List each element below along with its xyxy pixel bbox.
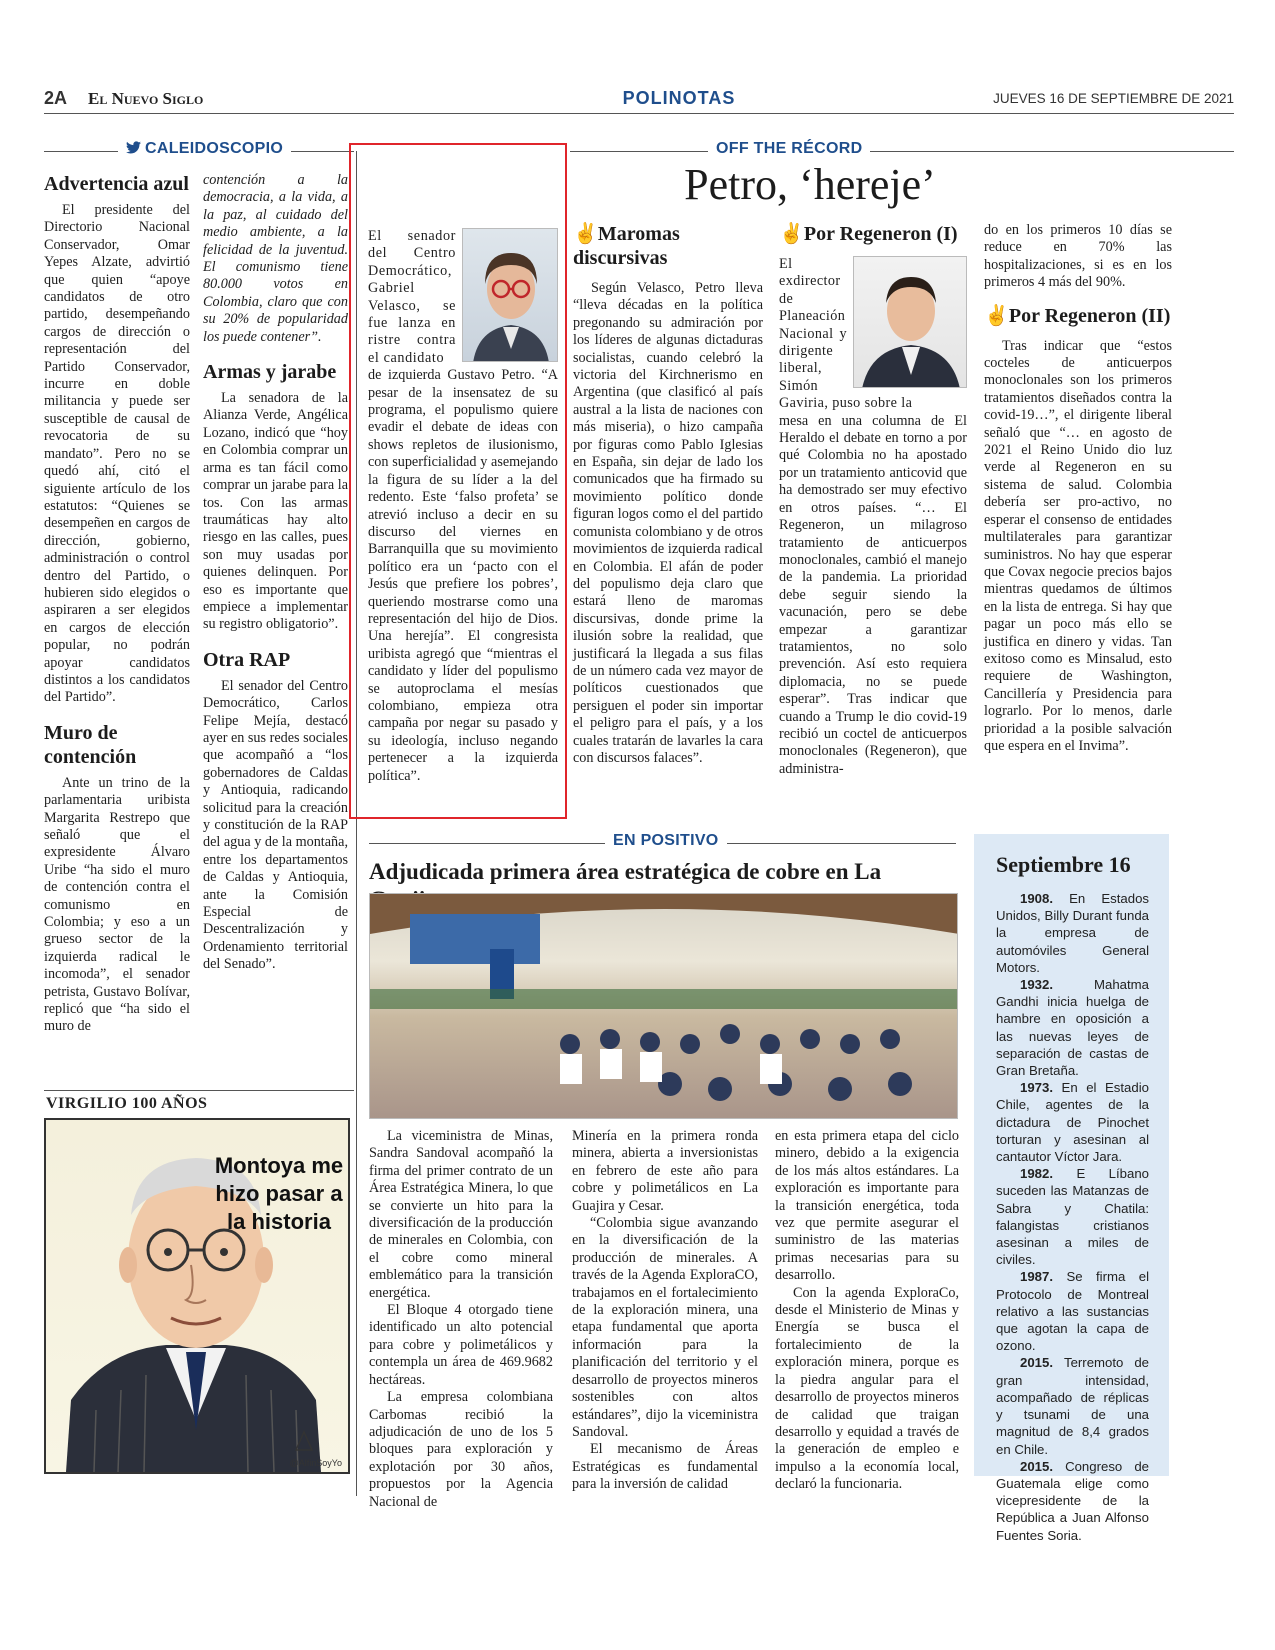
enpositivo-col2 (572, 1128, 758, 1494)
header-rule (44, 113, 1234, 114)
portrait-illustration (463, 229, 558, 362)
enpositivo-p1: La viceministra de Minas, Sandra Sandoval acompañó la firma del primer contrato de un Área Estratégica Minera, lo que se convierte un hito para la diversificación de la producción de minerales en Colombia, con el cobre como mineral emblemático para la transición energética. (369, 1128, 553, 1301)
enpositivo-body1 (369, 1128, 553, 1511)
caleidoscopio-label-wrap (118, 140, 291, 158)
maromas-column (573, 222, 763, 767)
efemeride-text: En Estados Unidos, Billy Durant funda la empresa de automóviles General Motors. (996, 891, 1149, 975)
regeneron1-title-text: Por Regeneron (I) (803, 223, 958, 245)
victory-hand-icon: ✌ (984, 304, 1009, 327)
virgilio-title: VIRGILIO 100 AÑOS (46, 1095, 208, 1112)
efemeride-text: En el Estadio Chile, agentes de la dictadura de Pinochet torturan y asesinan al cantautor Víctor Jara. (996, 1080, 1149, 1165)
maromas-body (573, 280, 763, 767)
muro-body (44, 775, 190, 1036)
efemeride-year: 1908. (1020, 891, 1070, 906)
event-photo (369, 893, 958, 1119)
regeneron2-title (984, 304, 1172, 328)
efemeride-text: E Líbano suceden las Matanzas de Sabra y Chatila: falangistas cristianos asesinan a miles de civiles. (996, 1166, 1149, 1268)
portrait-illustration (854, 257, 967, 388)
efemeride-year: 1973. (1020, 1080, 1062, 1096)
armas-title: Armas y jarabe (203, 361, 337, 384)
gaviria-photo (853, 256, 967, 388)
regeneron1-column (779, 222, 967, 778)
enpositivo-headline: Adjudicada primera área estratégica de cobre en La (369, 859, 882, 884)
cartoon-credit: @AlfinSoyYo (289, 1458, 342, 1468)
col4-continuation: do en los primeros 10 días se reduce en 70% las hospitalizaciones, si es en los primeros 4 más del 90%. (984, 222, 1172, 291)
rap-text: El senador del Centro Democrático, Carlos Felipe Mejía, destacó ayer en sus redes sociales que acompañó a “los gobernadores de Caldas y Antioquia, radicando solicitud para la creación y constitución de la RAP del agua y de la montaña, entre los departamentos de Caldas y Antioquia, ante la Comisión Especial de Descentralización y Ordenamiento territorial del Senado”. (203, 677, 348, 973)
efemeride-year: 1932. (1020, 977, 1095, 993)
enpositivo-body3 (775, 1128, 959, 1494)
efemeride-year: 1982. (1020, 1166, 1077, 1182)
virgilio-cartoon (44, 1118, 350, 1474)
efemerides-title: Septiembre 16 (996, 852, 1131, 877)
virgilio-rule (44, 1090, 354, 1091)
caleido-col1 (44, 172, 190, 1036)
rap-title: Otra RAP (203, 648, 291, 671)
rap-body (203, 678, 348, 974)
enpositivo-p2: El Bloque 4 otorgado tiene identificado un alto potencial para cobre y polimetálicos y contempla un área de 469.9682 hectáreas. (369, 1302, 553, 1388)
victory-hand-icon: ✌ (573, 223, 598, 245)
maromas-title (573, 222, 763, 270)
offrecord-rule (570, 151, 1234, 152)
page-header (44, 88, 1234, 112)
regeneron2-body (984, 338, 1172, 756)
efemeride-year: 1987. (1020, 1269, 1067, 1285)
enpositivo-p4: Minería en la primera ronda minera, abierta a inversionistas en febrero de este año para cobre y polimetálicos en La Guajira y Cesar. (572, 1128, 758, 1214)
caleido-col2 (203, 172, 348, 974)
efemeride-year: 2015. (1020, 1458, 1066, 1474)
efemeride-text: Mahatma Gandhi inicia huelga de hambre en oposición a las nuevas leyes de separación de castas de Gran Bretaña. (996, 977, 1149, 1079)
enpositivo-body2 (572, 1128, 758, 1494)
offrecord-headline: Petro, ‘hereje’ (684, 160, 936, 209)
col2-continuation: contención a la democracia, a la vida, a la paz, al cuidado del medio ambiente, a la felicidad de la juventud. El comunismo tiene 80.000 votos en Colombia, claro que con su 20% de popularidad los puede contener”. (203, 172, 348, 345)
efemerides-box (974, 834, 1169, 1543)
efemeride-item (996, 890, 1149, 976)
offrecord-label: OFF THE RÉCORD (708, 140, 870, 157)
enpositivo-p3: La empresa colombiana Carbomas recibió la adjudicación de uno de los 5 bloques para exploración y explotación por 30 años, propuestos por la Agencia Nacional de (369, 1389, 553, 1510)
maromas-text: Según Velasco, Petro lleva “lleva décadas en la política pregonando su admiración por los líderes de algunas dictaduras socialistas, cuando celebró la victoria del Kirchnerismo en Argentina (que clasificó al país austral a la lista de naciones con más miseria), o hizo campaña por figuras como Pablo Iglesias en España, sin dejar de lado los comunicados que ha firmado su movimiento político donde figuran logos como el del partido comunista colombiano y de otros movimientos de izquierda radical en Colombia. El afán de poder del populismo deja claro que estará lleno de maromas discursivas, donde prime la ilusión sobre la realidad, que justificará la llegada a sus filas de un número cada vez mayor de políticos cuestionados que persiguen el poder sin importar el peligro para el país, y a los cuales tratarán de lavarles la cara con discursos falaces”. (573, 280, 763, 766)
enpositivo-p8: Con la agenda ExploraCo, desde el Ministerio de Minas y Energía se busca el fortalecimiento de la exploración minera, porque es la piedra angular para el desarrollo de proyectos mineros de calidad que traigan desarrollo y equidad a través de la generación de empleo e impulso a la economía local, declaró la funcionaria. (775, 1284, 959, 1493)
enpositivo-p6: El mecanismo de Áreas Estratégicas es fundamental para la inversión de calidad (572, 1441, 758, 1493)
regeneron1-intro: El exdirector de Planeación Nacional y dirigente liberal, Simón Gaviria, puso sobre la (779, 256, 913, 412)
caleidoscopio-text: CALEIDOSCOPIO (145, 140, 284, 157)
efemeride-item (996, 1354, 1149, 1457)
advertencia-title: Advertencia azul (44, 173, 189, 195)
efemeride-text: Congreso de Guatemala elige como vicepresidente de la República a Juan Alfonso Fuentes Soria. (996, 1458, 1149, 1543)
victory-hand-icon: ✌ (779, 223, 804, 245)
enpositivo-label: EN POSITIVO (605, 832, 727, 849)
efemeride-text: Se firma el Protocolo de Montreal relativo a las sustancias que agotan la capa de ozono. (996, 1269, 1149, 1354)
velasco-photo (462, 228, 558, 362)
efemeride-year: 2015. (1020, 1355, 1064, 1371)
efemerides-list (996, 890, 1149, 1544)
muro-title: Muro de contención (44, 721, 137, 768)
masthead: El Nuevo Siglo (88, 89, 204, 108)
advertencia-text: El presidente del Directorio Nacional Conservador, Omar Yepes Alzate, advirtió que quien “apoye candidatos de otro partido, desempeñando cargos de dirección o representación del Partido Conservador, incurre en doble militancia y puede ser susceptible de causal de revocatoria de su mandato”. Pero no se quedó ahí, citó el siguiente artículo de los estatutos: “Quienes se desempeñen en cargos de dirección, gobierno, administración o control dentro del Partido, o hubieren sido elegidos o aspiraren a ser elegidos en cargos de elección popular, no podrán apoyar candidatos distintos a los candidatos del Partido”. (44, 202, 190, 706)
section-title: POLINOTAS (622, 88, 736, 108)
regeneron1-text: mesa en una columna de El Heraldo el debate en torno a por qué Colombia no ha apostado por un tratamiento anticovid que ha demostrado ser muy efectivo en otros países. “… El Regeneron, un milagroso tratamiento de anticuerpos monoclonales, cambió el manejo de la pandemia. La prioridad debe seguir siendo la vacunación, pero se debe empezar a garantizar tratamientos, no solo prevención. Así esto requiera diplomacia, no se puede esperar”. Tras indicar que cuando a Trump le dio covid-19 recibió un coctel de anticuerpos monoclonales (Regeneron), que administra- (779, 412, 967, 777)
advertencia-body (44, 202, 190, 707)
regeneron2-title-text: Por Regeneron (II) (1008, 304, 1171, 327)
twitter-icon (126, 141, 141, 154)
lead-intro: El senador del Centro Democrático, Gabriel Velasco, se fue lanza en ristre contra el candidato (368, 228, 456, 366)
efemeride-item (996, 1165, 1149, 1268)
armas-body (203, 390, 348, 634)
enpositivo-p7: en esta primera etapa del ciclo minero, debido a la exigencia de los más altos estándares. La exploración es importante para la transición energética, toda vez que permite asegurar el suministro de las materias primas necesarias para su desarrollo. (775, 1128, 959, 1284)
armas-text: La senadora de la Alianza Verde, Angélica Lozano, indicó que “hoy en Colombia comprar un arma es tan fácil como comprar un jarabe para la tos. Con las armas traumáticas hay alto riesgo en las calles, pues son muy usadas por quienes delinquen. Por eso es importante que empiece a implementar su registro obligatorio”. (203, 390, 348, 633)
efemeride-item (996, 1079, 1149, 1165)
page-number: 2A (44, 88, 68, 108)
lead-text: de izquierda Gustavo Petro. “A pesar de la insensatez de su programa, el populismo quiere evadir el debate de ideas con shows repletos de ilusionismo, con superficialidad y asemejando la figura de su líder a la del redento. Este ‘falso profeta’ se atrevió incluso a decir en su discurso del viernes en Barranquilla que su movimiento político era un ‘pacto con el Jesús que prefiere los pobres’, queriendo mostrarse como una representación del hijo de Dios. Una herejía”. El congresista uribista agregó que “mientras el candidato y líder del populismo se autoproclama el mesías colombiano, empieza otra campaña por negar su pasado y su ideología, incluso negando pertenecer a la izquierda política”. (368, 367, 558, 784)
muro-text: Ante un trino de la parlamentaria uribista Margarita Restrepo que señaló que el expresidente Álvaro Uribe “ha sido el muro de contención contra el comunismo en Colombia; y eso a un grueso sector de la izquierda radical le incomoda”, el senador petrista, Gustavo Bolívar, replicó que “ha sido el muro de (44, 774, 190, 1035)
event-illustration (370, 894, 958, 1119)
issue-date: JUEVES 16 DE SEPTIEMBRE DE 2021 (993, 91, 1234, 106)
regeneron1-title (779, 222, 967, 246)
enpositivo-col3 (775, 1128, 959, 1494)
efemeride-item (996, 976, 1149, 1079)
speech-bubble-text: Montoya me hizo pasar a la historia (214, 1153, 344, 1234)
lead-column (368, 228, 558, 785)
offrecord-label-wrap (708, 140, 870, 158)
caleidoscopio-label (118, 140, 291, 157)
maromas-title-text: Maromas discursivas (573, 223, 680, 269)
enpositivo-label-wrap (605, 832, 727, 850)
efemeride-item (996, 1268, 1149, 1354)
enpositivo-p5: “Colombia sigue avanzando en la diversificación de la producción de minerales. A través de la Agenda ExploraCO, trabajamos en el fortalecimiento de la exploración minera, una etapa fundamental que aporta información para la planificación del territorio y el desarrollo de proyectos mineros sostenibles con altos estándares”, dijo la viceministra Sandoval. (572, 1215, 758, 1440)
enpositivo-col1 (369, 1128, 553, 1511)
regeneron2-text: Tras indicar que “estos cocteles de anticuerpos monoclonales son los primeros tratamientos diseñados contra la covid-19…”, el dirigente liberal señaló que “… en agosto de 2021 el Reino Unido dio luz verde al Regeneron en su sistema de salud. Colombia debería ser pro-activo, no esperar el consenso de entidades multilaterales para garantizar suministros. No hay que esperar que Covax negocie precios bajos mientras quedamos de últimos en la lista de entrega. Si hay que pagar un poco más ello se justifica en dinero y vidas. Tan exitoso como es Minsalud, esto requiere de Washington, Cancillería y Presidencia para lograrlo. Por lo menos, darle prioridad a la posible salvación que espera en el Invima”. (984, 337, 1172, 754)
regeneron2-column (984, 222, 1172, 755)
efemeride-text: Terremoto de gran intensidad, acompañado de réplicas y tsunami de una magnitud de 8,4 grados en Chile. (996, 1355, 1149, 1457)
efemeride-item (996, 1458, 1149, 1544)
